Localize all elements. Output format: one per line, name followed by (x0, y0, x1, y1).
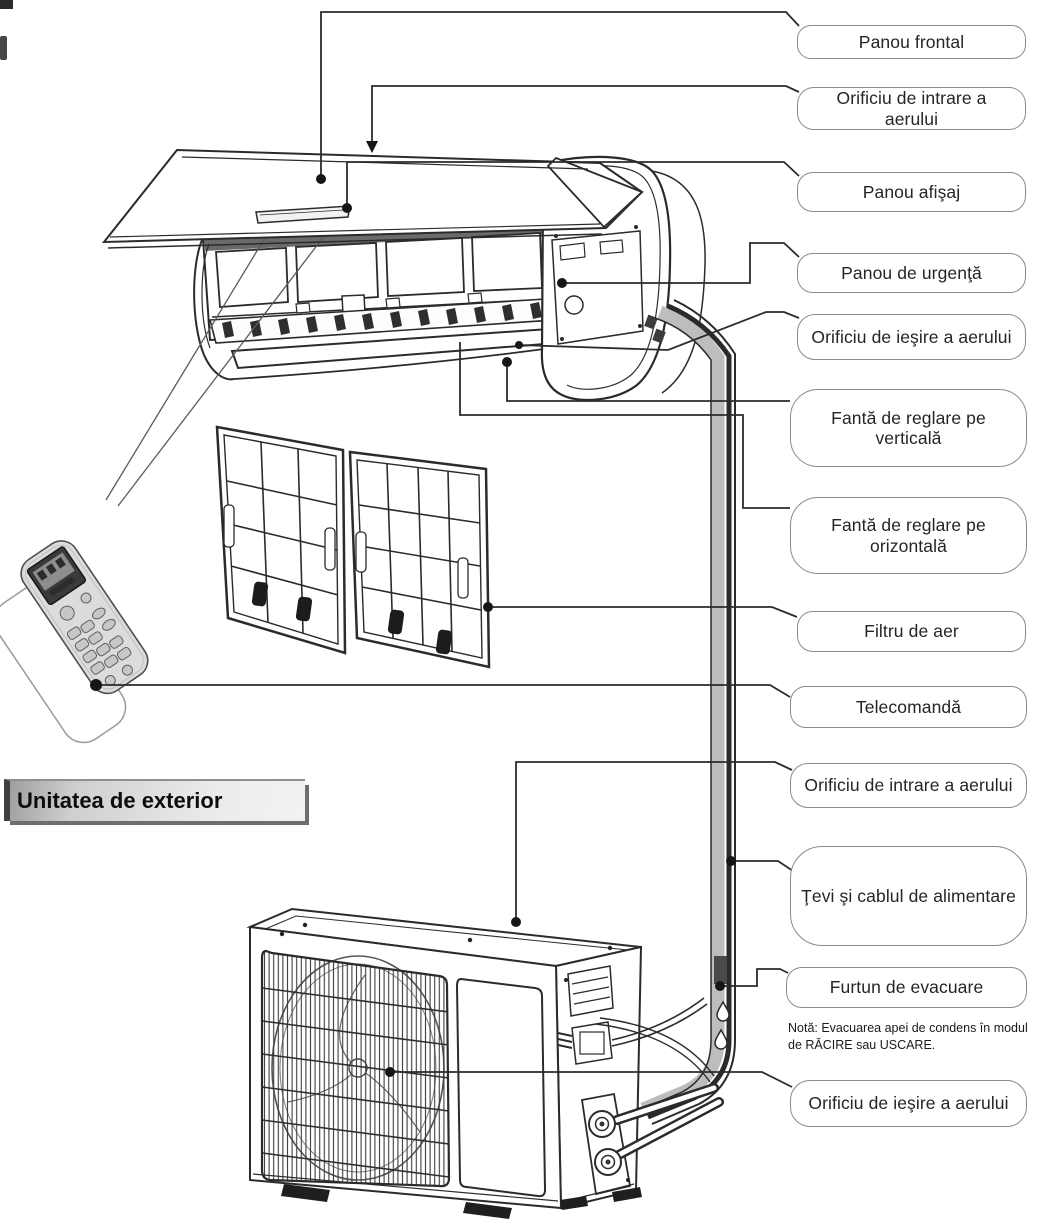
outdoor-unit-drawing (250, 909, 719, 1219)
label-text: Panou frontal (858, 31, 965, 52)
label-text: Orificiu de intrare a aerului (836, 88, 987, 129)
label-orificiu-intrare-sus (797, 87, 1026, 130)
label-text: Fantă de reglare pe verticală (831, 407, 986, 448)
label-text: Panou de urgenţă (841, 262, 982, 283)
label-text: Furtun de evacuare (829, 977, 984, 998)
label-filtru-aer (797, 611, 1026, 652)
drain-hose-stub (714, 956, 727, 984)
label-fanta-orizontala (790, 497, 1027, 574)
label-orificiu-iesire-sus (797, 314, 1026, 360)
label-panou-afisaj (797, 172, 1026, 212)
label-furtun-evacuare (786, 967, 1027, 1008)
label-text: Filtru de aer (864, 621, 959, 642)
label-text: Orificiu de ieşire a aerului (811, 326, 1012, 347)
label-fanta-verticala (790, 389, 1027, 467)
grille-bars (258, 945, 454, 1193)
label-tevi-cablu (790, 846, 1027, 946)
air-filters-drawing (217, 427, 489, 667)
scan-artifacts (0, 0, 13, 60)
label-text: Telecomandă (855, 696, 962, 717)
label-orificiu-intrare-jos (790, 763, 1027, 808)
section-heading-outdoor-unit (4, 779, 305, 821)
label-panou-frontal (797, 25, 1026, 59)
label-panou-urgenta (797, 253, 1026, 293)
condensate-note: Notă: Evacuarea apei de condens în modul de RĂCIRE sau USCARE. (788, 1021, 1028, 1053)
label-orificiu-iesire-jos (790, 1080, 1027, 1127)
label-text: Orificiu de ieşire a aerului (808, 1093, 1009, 1114)
pipe-run-drawing (640, 300, 735, 1124)
remote-control-drawing (15, 534, 155, 700)
label-telecomanda (790, 686, 1027, 728)
arrowhead-icon (366, 141, 378, 153)
label-text: Orificiu de intrare a aerului (804, 775, 1013, 796)
label-text: Ţevi şi cablul de alimentare (801, 885, 1016, 906)
label-text: Panou afişaj (862, 181, 961, 202)
label-text: Fantă de reglare pe orizontală (831, 515, 986, 556)
heading-text: Unitatea de exterior (17, 788, 223, 813)
